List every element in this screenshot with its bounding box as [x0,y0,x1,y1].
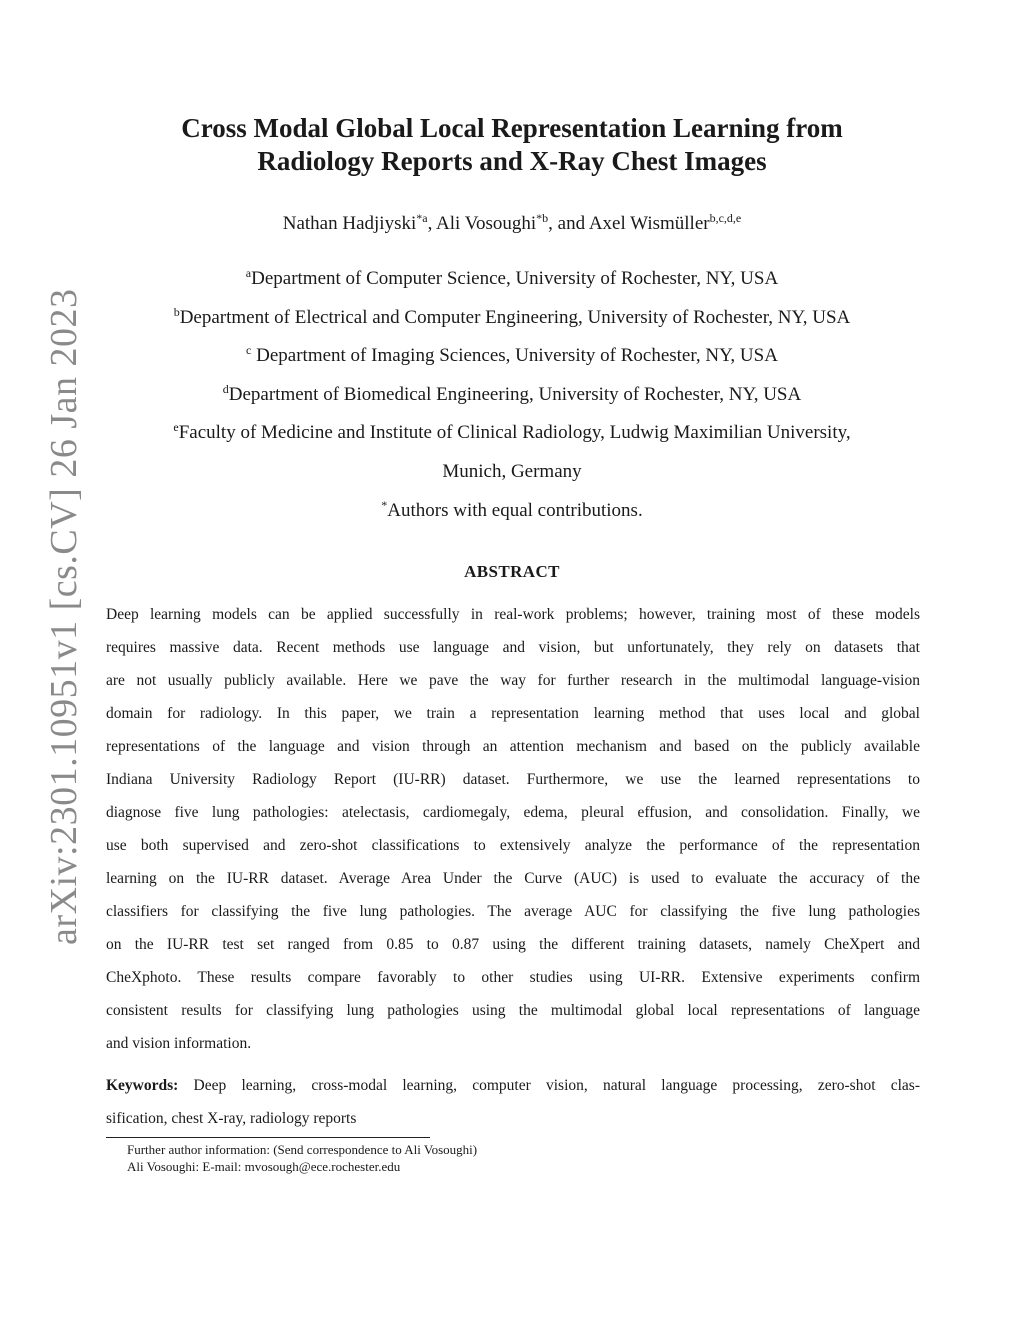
equal-contribution-note [100,497,924,536]
footnote-author-info: Further author information: (Send correspondence to Ali Vosoughi) [127,1142,478,1157]
author-affiliation-mark: *a [416,211,428,225]
footnote-email[interactable]: Ali Vosoughi: E-mail: mvosough@ece.rochester.edu [127,1159,401,1174]
abstract-line: representations of the language and vision through an attention mechanism and based on the publicly available [106,738,920,755]
abstract-line: diagnose five lung pathologies: atelectasis, cardiomegaly, edema, pleural effusion, and consolidation. Finally, we [106,804,920,821]
keywords-section [106,1073,920,1139]
abstract-line: and vision information. [106,1035,252,1052]
author-list [100,211,924,237]
affiliation-text: Department of Biomedical Engineering, University of Rochester, NY, USA [228,383,802,405]
affiliation-line [100,458,924,497]
affiliation-text: Faculty of Medicine and Institute of Clinical Radiology, Ludwig Maximilian University, [178,422,851,444]
author-separator: , [427,213,437,234]
abstract-line: consistent results for classifying lung pathologies using the multimodal global local representations of language [106,1002,920,1019]
affiliation-line [100,381,924,420]
abstract-line: Deep learning models can be applied successfully in real-work problems; however, training most of these models [106,606,920,623]
abstract-heading: ABSTRACT [464,562,560,581]
abstract-body [106,602,920,1064]
abstract-line: requires massive data. Recent methods use language and vision, but unfortunately, they rely on datasets that [106,639,920,656]
affiliation-mark: a [245,266,252,280]
abstract-line: use both supervised and zero-shot classifications to extensively analyze the performance of the representation [106,837,920,854]
author-name: Nathan Hadjiyski [282,213,417,234]
affiliation-line [100,419,924,458]
abstract-line: learning on the IU-RR dataset. Average Area Under the Curve (AUC) is used to evaluate the accuracy of the [106,870,920,887]
author-affiliation-mark: *b [536,211,549,225]
affiliation-mark: e [173,420,179,435]
author-name: Ali Vosoughi [436,213,537,234]
abstract-line: domain for radiology. In this paper, we train a representation learning method that uses local and global [106,705,920,722]
author-name: Axel Wismüller [588,213,710,234]
keywords-label: Keywords: [106,1077,179,1094]
equal-contribution-text: Authors with equal contributions. [387,499,643,521]
affiliation-mark: c [246,343,252,358]
keywords-line: sification, chest X-ray, radiology reports [106,1110,357,1127]
equal-contribution-mark: * [381,497,388,512]
paper-title [100,112,924,178]
author-affiliation-mark: b,c,d,e [709,211,742,225]
affiliation-mark: d [222,381,229,396]
title-line-2: Radiology Reports and X-Ray Chest Images [257,146,767,176]
affiliation-mark: b [173,304,180,319]
keywords-text: Deep learning, cross-modal learning, computer vision, natural language processing, zero-shot clas- [178,1077,920,1094]
affiliation-line [100,304,924,343]
affiliation-text: Munich, Germany [442,460,582,482]
abstract-line: on the IU-RR test set ranged from 0.85 to 0.87 using the different training datasets, namely CheXpert and [106,936,920,953]
title-line-1: Cross Modal Global Local Representation Learning from [181,113,843,143]
affiliation-line [100,342,924,381]
affiliation-list [100,265,924,535]
author-separator: , and [548,213,589,234]
arxiv-identifier[interactable]: arXiv:2301.10951v1 [cs.CV] 26 Jan 2023 [43,288,85,945]
affiliation-text: Department of Electrical and Computer Engineering, University of Rochester, NY, USA [179,306,851,328]
abstract-line: classifiers for classifying the five lung pathologies. The average AUC for classifying the five lung pathologies [106,903,920,920]
affiliation-text: Department of Imaging Sciences, University of Rochester, NY, USA [251,345,778,367]
affiliation-line [100,265,924,304]
footnote-divider [106,1137,430,1138]
abstract-line: CheXphoto. These results compare favorably to other studies using UI-RR. Extensive experiments confirm [106,969,920,986]
keywords-line [106,1073,920,1106]
affiliation-text: Department of Computer Science, University of Rochester, NY, USA [251,268,779,289]
footnotes [127,1141,477,1175]
abstract-line: Indiana University Radiology Report (IU-RR) dataset. Furthermore, we use the learned representations to [106,771,920,788]
abstract-line: are not usually publicly available. Here we pave the way for further research in the multimodal language-vision [106,672,920,689]
